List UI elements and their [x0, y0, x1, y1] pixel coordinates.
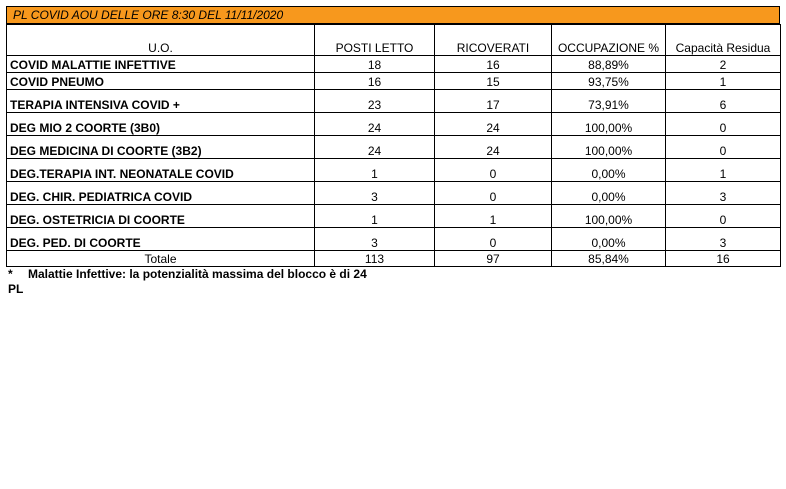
cell-posti: 16 — [315, 73, 435, 90]
table-row — [7, 205, 781, 228]
cell-occupazione: 100,00% — [552, 205, 666, 228]
cell-capacita: 0 — [666, 136, 781, 159]
cell-capacita: 0 — [666, 205, 781, 228]
cell-posti: 3 — [315, 228, 435, 251]
cell-occupazione: 88,89% — [552, 56, 666, 73]
table-row — [7, 136, 781, 159]
cell-capacita: 3 — [666, 182, 781, 205]
table-row — [7, 113, 781, 136]
cell-uo: TERAPIA INTENSIVA COVID + — [7, 90, 315, 113]
total-row — [7, 251, 781, 267]
cell-capacita: 1 — [666, 159, 781, 182]
cell-posti: 24 — [315, 136, 435, 159]
cell-ricoverati: 1 — [435, 205, 552, 228]
cell-uo: COVID PNEUMO — [7, 73, 315, 90]
cell-capacita: 1 — [666, 73, 781, 90]
footnote-text: Malattie Infettive: la potenzialità massima del blocco è di 24 — [28, 267, 367, 281]
cell-ricoverati: 0 — [435, 182, 552, 205]
footnote-marker: * — [8, 267, 13, 281]
cell-posti: 23 — [315, 90, 435, 113]
header-posti-letto: POSTI LETTO — [315, 25, 435, 56]
table-row — [7, 159, 781, 182]
cell-occupazione: 0,00% — [552, 182, 666, 205]
report-title: PL COVID AOU DELLE ORE 8:30 DEL 11/11/2020 — [6, 6, 780, 24]
cell-uo: DEG MIO 2 COORTE (3B0) — [7, 113, 315, 136]
cell-uo: DEG. CHIR. PEDIATRICA COVID — [7, 182, 315, 205]
footnote-line-1 — [8, 267, 780, 282]
cell-uo: DEG MEDICINA DI COORTE (3B2) — [7, 136, 315, 159]
header-capacita-residua: Capacità Residua — [666, 25, 781, 56]
cell-posti: 24 — [315, 113, 435, 136]
cell-uo: COVID MALATTIE INFETTIVE — [7, 56, 315, 73]
table-row — [7, 182, 781, 205]
cell-occupazione: 73,91% — [552, 90, 666, 113]
cell-occupazione: 0,00% — [552, 228, 666, 251]
cell-posti: 18 — [315, 56, 435, 73]
footnote-line-2: PL — [8, 282, 24, 296]
cell-ricoverati: 24 — [435, 113, 552, 136]
cell-ricoverati: 17 — [435, 90, 552, 113]
cell-posti: 3 — [315, 182, 435, 205]
cell-ricoverati: 24 — [435, 136, 552, 159]
covid-bed-report — [6, 6, 780, 297]
total-ricoverati: 97 — [435, 251, 552, 267]
cell-posti: 1 — [315, 159, 435, 182]
cell-uo: DEG. PED. DI COORTE — [7, 228, 315, 251]
cell-capacita: 0 — [666, 113, 781, 136]
header-ricoverati: RICOVERATI — [435, 25, 552, 56]
table-header-row — [7, 25, 781, 56]
total-posti: 113 — [315, 251, 435, 267]
cell-ricoverati: 16 — [435, 56, 552, 73]
cell-capacita: 2 — [666, 56, 781, 73]
cell-ricoverati: 15 — [435, 73, 552, 90]
cell-uo: DEG. OSTETRICIA DI COORTE — [7, 205, 315, 228]
table-row — [7, 73, 781, 90]
total-capacita: 16 — [666, 251, 781, 267]
footnote — [6, 267, 780, 297]
cell-occupazione: 93,75% — [552, 73, 666, 90]
header-uo: U.O. — [7, 25, 315, 56]
cell-posti: 1 — [315, 205, 435, 228]
cell-occupazione: 100,00% — [552, 113, 666, 136]
cell-occupazione: 100,00% — [552, 136, 666, 159]
beds-table — [6, 24, 781, 267]
cell-occupazione: 0,00% — [552, 159, 666, 182]
table-row — [7, 228, 781, 251]
total-occupazione: 85,84% — [552, 251, 666, 267]
cell-capacita: 6 — [666, 90, 781, 113]
table-row — [7, 90, 781, 113]
cell-capacita: 3 — [666, 228, 781, 251]
header-occupazione: OCCUPAZIONE % — [552, 25, 666, 56]
cell-ricoverati: 0 — [435, 228, 552, 251]
table-row — [7, 56, 781, 73]
cell-uo: DEG.TERAPIA INT. NEONATALE COVID — [7, 159, 315, 182]
cell-ricoverati: 0 — [435, 159, 552, 182]
total-label: Totale — [7, 251, 315, 267]
